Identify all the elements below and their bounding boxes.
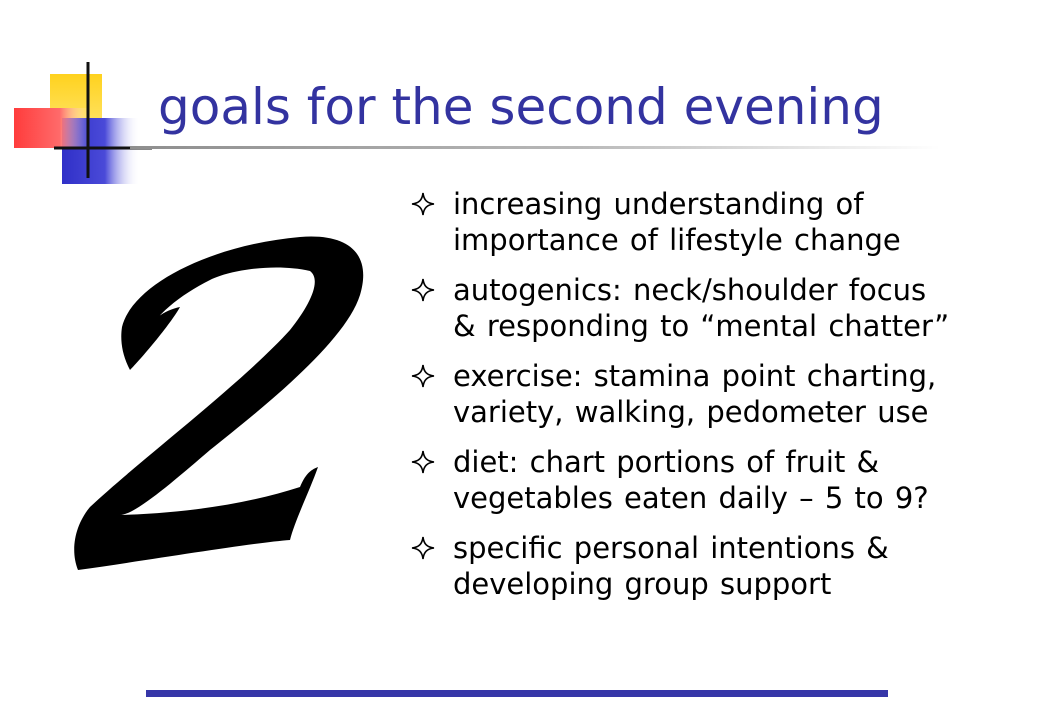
list-item (405, 530, 1025, 602)
title-underline (130, 146, 940, 149)
bullet-text-line: increasing understanding of (453, 187, 864, 221)
four-point-star-outline-icon (411, 192, 435, 216)
bullet-text-line: exercise: stamina point charting, (453, 359, 937, 393)
list-item (405, 444, 1025, 516)
bullet-text-line: diet: chart portions of fruit & (453, 445, 880, 479)
bullet-text-line: & responding to “mental chatter” (453, 309, 950, 343)
bullet-text-line: specific personal intentions & (453, 531, 889, 565)
bullet-text-line: developing group support (453, 567, 832, 601)
four-point-star-outline-icon (411, 536, 435, 560)
list-item (405, 186, 1025, 258)
bullet-text-line: importance of lifestyle change (453, 223, 901, 257)
hand-drawn-number-two-icon (60, 225, 390, 575)
footer-rule (146, 690, 888, 697)
list-item (405, 358, 1025, 430)
four-point-star-outline-icon (411, 364, 435, 388)
four-point-star-outline-icon (411, 450, 435, 474)
slide-title: goals for the second evening (158, 78, 884, 136)
bullet-text-line: variety, walking, pedometer use (453, 395, 929, 429)
four-point-star-outline-icon (411, 278, 435, 302)
bullet-list (405, 186, 1025, 616)
bullet-text-line: autogenics: neck/shoulder focus (453, 273, 927, 307)
list-item (405, 272, 1025, 344)
bullet-text-line: vegetables eaten daily – 5 to 9? (453, 481, 929, 515)
corner-blocks-logo-icon (0, 0, 160, 200)
